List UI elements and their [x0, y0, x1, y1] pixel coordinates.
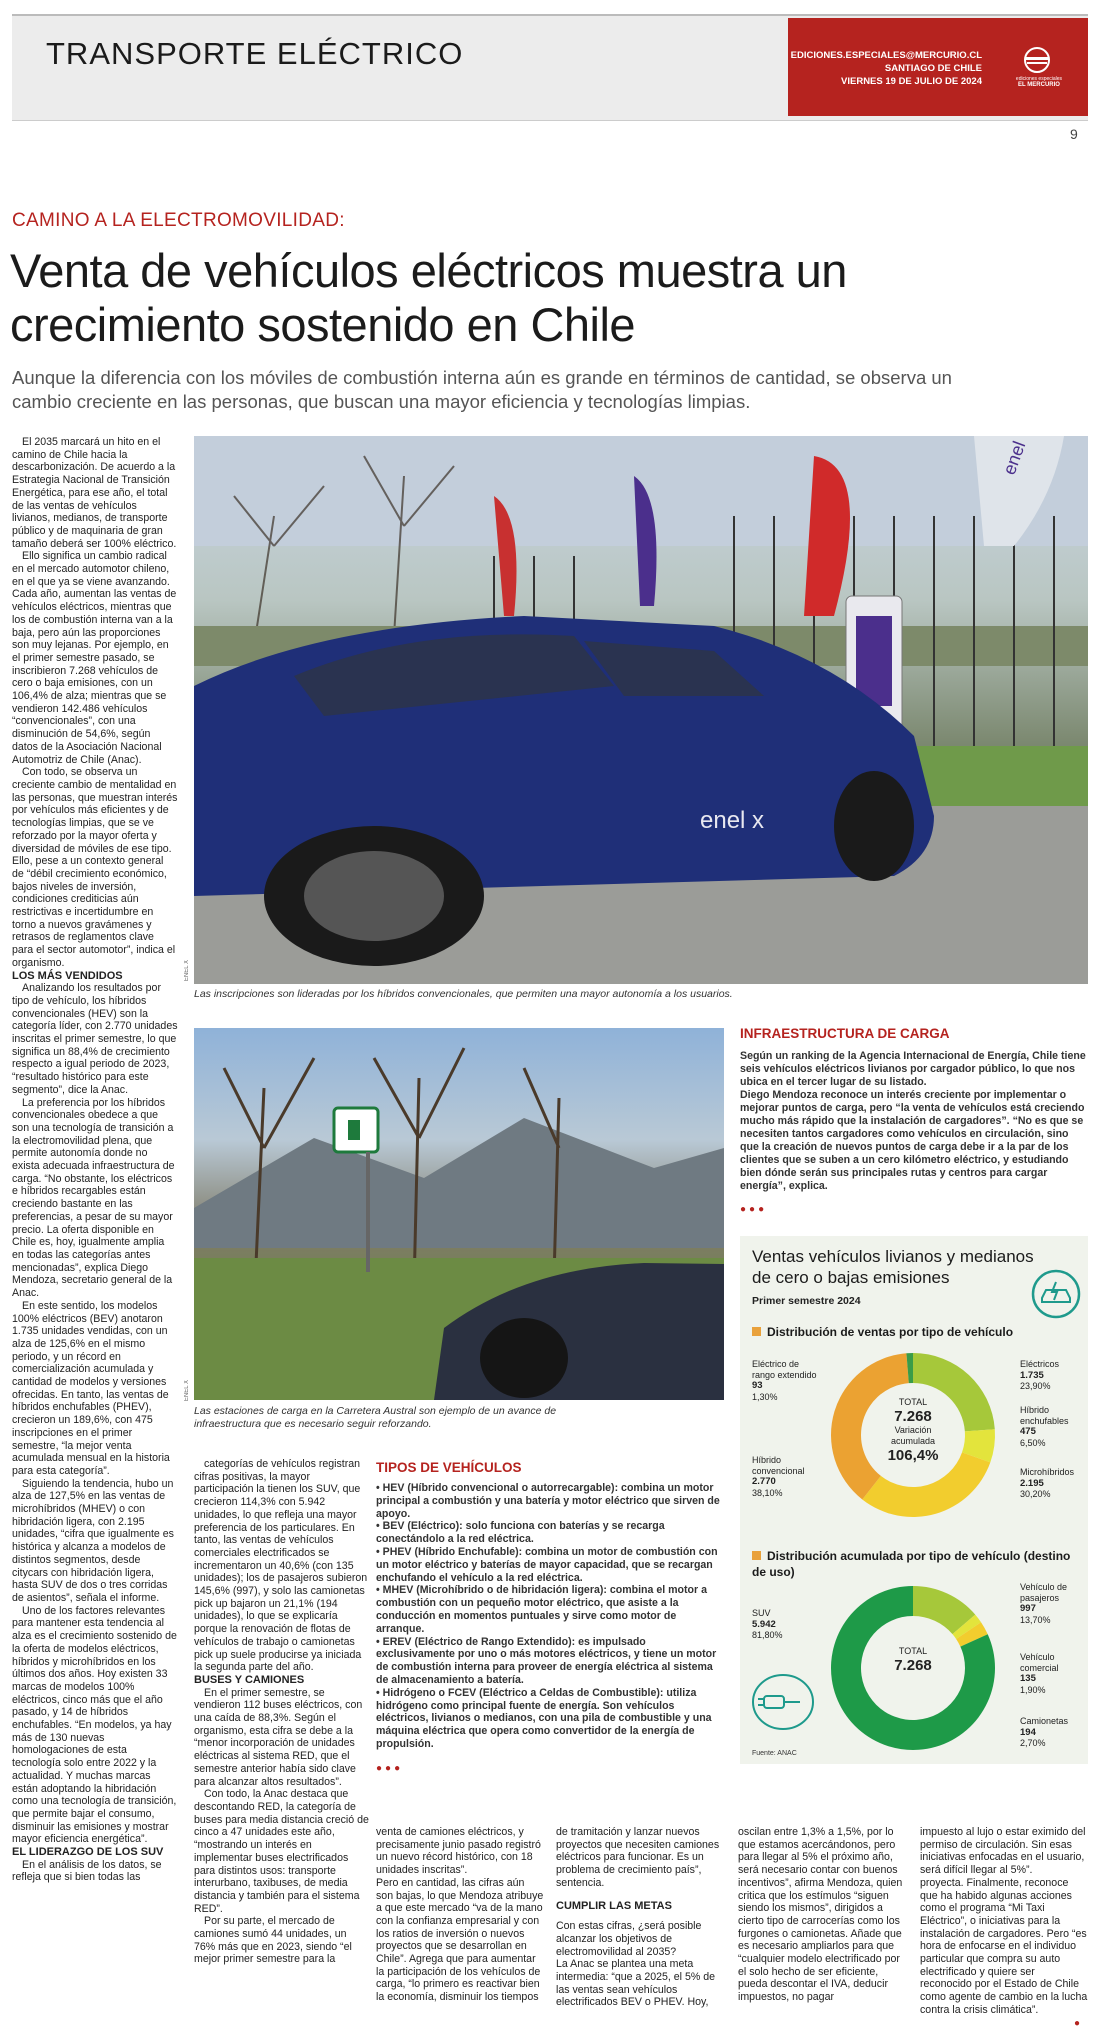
paragraph: Con todo, se observa un creciente cambio de mentalidad en las personas, que muestran interés por vehículos más eficientes y de tecnologías limpias, que se ve reforzado por la mayor oferta y diversidad de móviles de ese tipo. Ello, pese a un contexto general de “débil crecimiento económico, bajos niveles de inversión, condiciones crediticias aún restrictivas e incertidumbre en torno a nuevos gravámenes y retrasos de reglamentos clave para el sector automotor”, indica el organismo. — [12, 766, 178, 969]
infra-body — [740, 1050, 1086, 1216]
separator-dots: ●●● — [376, 1762, 404, 1774]
paragraph: Con estas cifras, ¿será posible alcanzar los objetivos de electromovilidad al 2035? La Anac se plantea una meta intermedia: “que a 2025, el 5% de las ventas sean vehículos electrificados BEV o PHEV. Hoy, — [556, 1920, 716, 2009]
chart2-heading: Distribución acumulada por tipo de vehículo (destino de uso) — [752, 1549, 1071, 1579]
type-item: • Hidrógeno o FCEV (Eléctrico a Celdas de Combustible): utiliza hidrógeno como principal fuente de energía. Son vehículos eléctricos, livianos o medianos, con una pila de combustible y una máquina eléctrica que opera como convertidor de la energía de propulsión. — [376, 1686, 712, 1750]
infra-paragraph: Según un ranking de la Agencia Internacional de Energía, Chile tiene seis vehículos eléctricos livianos por cargador público, lo que nos ubica en el tercer lugar de su listado. — [740, 1050, 1086, 1088]
type-item: • MHEV (Microhíbrido o de hibridación ligera): combina el motor a combustión con un pequeño motor eléctrico, que asiste a la conducción en momentos puntuales y sirve como motor de arranque. — [376, 1584, 707, 1635]
donut-center: TOTAL 7.268 Variación acumulada 106,4% — [887, 1397, 939, 1464]
photo-caption: Las estaciones de carga en la Carretera Austral son ejemplo de un avance de infraestructura que es necesario seguir reforzando. — [194, 1405, 557, 1430]
chart-destination — [748, 1576, 1078, 1756]
paragraph: En el primer semestre, se vendieron 112 buses eléctricos, con una caída de 88,3%. Según el organismo, esta cifra se debe a la “menor incorporación de unidades eléctricas al sistema RED, que el semestre anterior había sido clave para alcanzar altos resultados”. — [194, 1686, 363, 1788]
subheading: EL LIDERAZGO DE LOS SUV — [12, 1846, 164, 1859]
chart-label: Camionetas 194 2,70% — [1020, 1716, 1069, 1748]
type-item: • HEV (Híbrido convencional o autorrecargable): combina un motor principal a combustión y una batería y motor eléctrico que sirven de apoyo. — [376, 1482, 720, 1520]
photo-carretera-austral-charger — [194, 1028, 724, 1400]
infra-title: INFRAESTRUCTURA DE CARGA — [740, 1026, 950, 1041]
article-column-2 — [194, 1458, 370, 1966]
donut-center: TOTAL 7.268 — [894, 1646, 932, 1674]
subheading: CUMPLIR LAS METAS — [556, 1899, 672, 1912]
charging-plug-icon — [750, 1672, 816, 1732]
city: SANTIAGO DE CHILE — [884, 63, 982, 74]
paragraph: Siguiendo la tendencia, hubo un alza de 127,5% en las ventas de microhíbridos (MHEV) o con hibridación ligera, con 2.195 unidades, “cifra que igualmente es histórica y alcanza a modelos de distintos segmentos, desde citycars con hibridación ligera, hasta SUV de dos o tres corridas de asientos”, señala el informe. — [12, 1477, 174, 1604]
paragraph: En el análisis de los datos, se refleja que si bien todas las — [12, 1858, 162, 1884]
paragraph: Uno de los factores relevantes para mantener esta tendencia al alza es el crecimiento sostenido de la oferta de modelos eléctricos, híbridos y microhíbridos en los últimos dos años. Hoy existen 33 marcas de modelos 100% eléctricos, cinco más que el año pasado, y 14 de híbridos enchufables. “En modelos, ya hay más de 130 nuevas homologaciones de esta tecnología solo entre 2022 y la actualidad. Y muchas marcas están adoptando la hibridación como una tecnología de transición, que permite bajar el consumo, disminuir las emisiones y mostrar mayor eficiencia energética”. — [12, 1604, 177, 1846]
headline: Venta de vehículos eléctricos muestra un crecimiento sostenido en Chile — [10, 244, 847, 351]
paragraph: Por su parte, el mercado de camiones sumó 44 unidades, un 76% más que en 2023, siendo “el mejor primer semestre para la — [194, 1915, 352, 1966]
photo-credit: ENEL X — [184, 1380, 190, 1402]
ev-car-icon — [1030, 1268, 1082, 1320]
chart-label: Eléctricos 1.735 23,90% — [1020, 1359, 1060, 1391]
section-title: TRANSPORTE ELÉCTRICO — [46, 36, 464, 71]
paragraph: Ello significa un cambio radical en el mercado automotor chileno, en el que ya se viene avanzando. Cada año, aumentan las ventas de vehículos eléctricos, mientras que los de combustión interna van a la baja, pero aún las proporciones son muy lejanas. Por ejemplo, en el primer semestre pasado, se inscribieron 7.268 vehículos de cero o baja emisiones, con un 106,4% de alza; mientras que se vendieron 142.486 vehículos “convencionales”, con una disminución de 54,6%, según datos de la Asociación Nacional Automotriz de Chile (Anac). — [12, 550, 177, 766]
infographic-period: Primer semestre 2024 — [752, 1295, 861, 1307]
end-mark: ● — [1074, 2018, 1081, 2029]
photo-caption: Las inscripciones son lideradas por los híbridos convencionales, que permiten una mayor autonomía a los usuarios. — [194, 988, 733, 1000]
chart1-heading: Distribución de ventas por tipo de vehículo — [752, 1325, 1013, 1339]
photo-enel-charging-car — [194, 436, 1088, 984]
car-illustration — [194, 436, 1088, 984]
kicker: CAMINO A LA ELECTROMOVILIDAD: — [12, 210, 345, 231]
chart-label: Híbrido enchufables 475 6,50% — [1020, 1405, 1069, 1448]
chart-label: Vehículo comercial 135 1,90% — [1020, 1652, 1059, 1695]
logo-caption: ediciones especiales EL MERCURIO — [1015, 76, 1063, 88]
car-brand-text: enel x — [700, 807, 765, 834]
infra-paragraph: Diego Mendoza reconoce un interés creciente por implementar o mejorar puntos de carga, pero “la venta de vehículos está creciendo mucho más rápido que la instalación de cargadores”. “No es que se necesiten tantos cargadores como vehículos en circulación, sino que la creación de nuevos puntos de carga debe ir a la par de los clientes que se suben a un cero kilómetro eléctrico, y estudiando bien dónde serán sus principales rutas y centros para cargar energía”, explica. — [740, 1089, 1085, 1192]
paragraph: La preferencia por los híbridos convencionales obedece a que son una tecnología de transición a la electromovilidad plena, que permite autonomía donde no exista adecuada infraestructura de carga. “No obstante, los eléctricos e híbridos recargables están creciendo bastante en las preferencias, a pesar de su mayor precio. La oferta disponible en Chile es, hoy, igualmente amplia en todas las categorías antes mencionadas”, explica Diego Mendoza, secretario general de la Anac. — [12, 1096, 175, 1300]
chart-label: Eléctrico de rango extendido 93 1,30% — [752, 1359, 817, 1402]
type-item: • PHEV (Híbrido Enchufable): combina un motor de combustión con un motor eléctrico y baterías de mayor capacidad, que se recargan enchufando el vehículo a la red eléctrica. — [376, 1545, 718, 1584]
subheading: LOS MÁS VENDIDOS — [12, 969, 123, 982]
paragraph: Con todo, la Anac destaca que descontando RED, la categoría de buses para media distancia creció de cinco a 47 unidades este año, “mostrando un interés en implementar buses electrificados para distintos usos: transporte interurbano, taxibuses, de media distancia y también para el sistema RED”. — [194, 1788, 369, 1915]
article-column-1 — [12, 436, 178, 1884]
article-column-3: venta de camiones eléctricos, y precisamente junio pasado registró un nuevo récord histórico, con 18 unidades inscritas”. Pero en cantidad, las cifras aún son bajas, lo que Mendoza atribuye a que este mercado “va de la mano con la confianza empresarial y con los ratios de inversión o nuevos proyectos que se desarrollan en Chile”. Agrega que para aumentar la participación de los vehículos de carga, “lo primero es reactivar bien la economía, disminuir los tiempos — [376, 1826, 544, 2004]
chart-label: Microhíbridos 2.195 30,20% — [1020, 1467, 1075, 1499]
infographic-title: Ventas vehículos livianos y medianos de cero o bajas emisiones — [752, 1247, 1034, 1287]
paragraph: categorías de vehículos registran cifras positivas, la mayor participación la tienen los SUV, que crecieron 114,3% con 5.942 unidades, lo que refleja una mayor preferencia de los particulares. En tanto, las ventas de vehículos comerciales electrificados se incrementaron un 40,6% (con 135 unidades); los de pasajeros subieron 145,6% (997), y solo las camionetas pick up bajaron un 21,1% (194 unidades), lo que se explicaría porque la renovación de flotas de vehículos de trabajo o camionetas pick up suele producirse ya iniciada la segunda parte del año. — [194, 1458, 368, 1674]
photo-credit: ENEL X — [184, 960, 190, 982]
type-item: • BEV (Eléctrico): solo funciona con baterías y se recarga conectándolo a la red eléctrica. — [376, 1520, 665, 1546]
subheading: BUSES Y CAMIONES — [194, 1673, 305, 1686]
chart-source: Fuente: ANAC — [752, 1750, 797, 1757]
charger-landscape-illustration — [194, 1028, 724, 1400]
separator-dots: ●●● — [740, 1204, 768, 1215]
contact-email[interactable]: EDICIONES.ESPECIALES@MERCURIO.CL — [790, 50, 982, 61]
chart-sales-by-type — [748, 1345, 1078, 1520]
chart-label: SUV 5.942 81,80% — [752, 1608, 783, 1640]
page-number: 9 — [1070, 126, 1078, 142]
paragraph: En este sentido, los modelos 100% eléctricos (BEV) anotaron 1.735 unidades vendidas, con un alza de 125,6% en el mismo periodo, y un récord en comercialización acumulada y cantidad de modelos y versiones ofrecidas. En tanto, las ventas de híbridos enchufables (PHEV), crecieron un 189,6%, con 475 inscripciones en el primer semestre, “la mejor venta acumulada mensual en la historia para esta categoría”. — [12, 1299, 170, 1477]
article-column-5: oscilan entre 1,3% a 1,5%, por lo que estamos acercándonos, pero para llegar al 5% el próximo año, será necesario contar con buenos incentivos”, afirma Mendoza, quien critica que los estímulos “siguen siendo los mismos”, dirigidos a cierto tipo de carrocerías como los furgones o camionetas. Añade que es necesario ampliarlos para que “cualquier modelo electrificado por el solo hecho de ser eficiente, pueda descontar el IVA, deducir impuestos, no pagar — [738, 1826, 903, 2004]
article-column-6: impuesto al lujo o estar eximido del permiso de circulación. Sin esas iniciativas enfocadas en el usuario, será difícil llegar al 5%”. proyecta. Finalmente, reconoce que ha habido algunas acciones como el programa “Mi Taxi Eléctrico”, o iniciativas para la instalación de cargadores. Pero “es hora de enfocarse en el individuo particular que compra su auto electrificado y quiere ser reconocido por el Estado de Chile como agente de cambio en la lucha contra la crisis climática”. — [920, 1826, 1088, 2016]
type-item: • EREV (Eléctrico de Rango Extendido): es impulsado exclusivamente por uno o más motores eléctricos, y tiene un motor de combustión interna para proveer de energía eléctrica al sistema de almacenamiento a batería. — [376, 1635, 717, 1686]
paragraph: Analizando los resultados por tipo de vehículo, los híbridos convencionales (HEV) son la categoría líder, con 2.770 unidades inscritas el primer semestre, lo que significa un 88,4% de crecimiento respecto a igual periodo de 2023, “resultado histórico para este segmento”, dice la Anac. — [12, 982, 178, 1096]
paragraph: de tramitación y lanzar nuevos proyectos que necesiten camiones eléctricos para funcionar. Es un problema de crecimiento país”, sentencia. — [556, 1826, 720, 1889]
issue-date: VIERNES 19 DE JULIO DE 2024 — [841, 76, 982, 87]
enel-flag-text: enel — [998, 438, 1030, 478]
el-mercurio-logo-icon — [1016, 46, 1058, 74]
types-title: TIPOS DE VEHÍCULOS — [376, 1460, 522, 1475]
chart-label: Híbrido convencional 2.770 38,10% — [752, 1455, 805, 1498]
types-list — [376, 1482, 726, 1776]
article-column-4 — [556, 1826, 724, 2009]
chart-label: Vehículo de pasajeros 997 13,70% — [1020, 1582, 1068, 1625]
lead-paragraph: Aunque la diferencia con los móviles de combustión interna aún es grande en términos de cantidad, se observa un cambio creciente en las personas, que buscan una mayor eficiencia y tecnologías limpias. — [12, 367, 952, 412]
paragraph: El 2035 marcará un hito en el camino de Chile hacia la descarbonización. De acuerdo a la Estrategia Nacional de Transición Energética, para ese año, el total de las ventas de vehículos livianos, medianos, de transporte público y de maquinaria de gran tamaño deberá ser 100% eléctrico. — [12, 436, 177, 550]
